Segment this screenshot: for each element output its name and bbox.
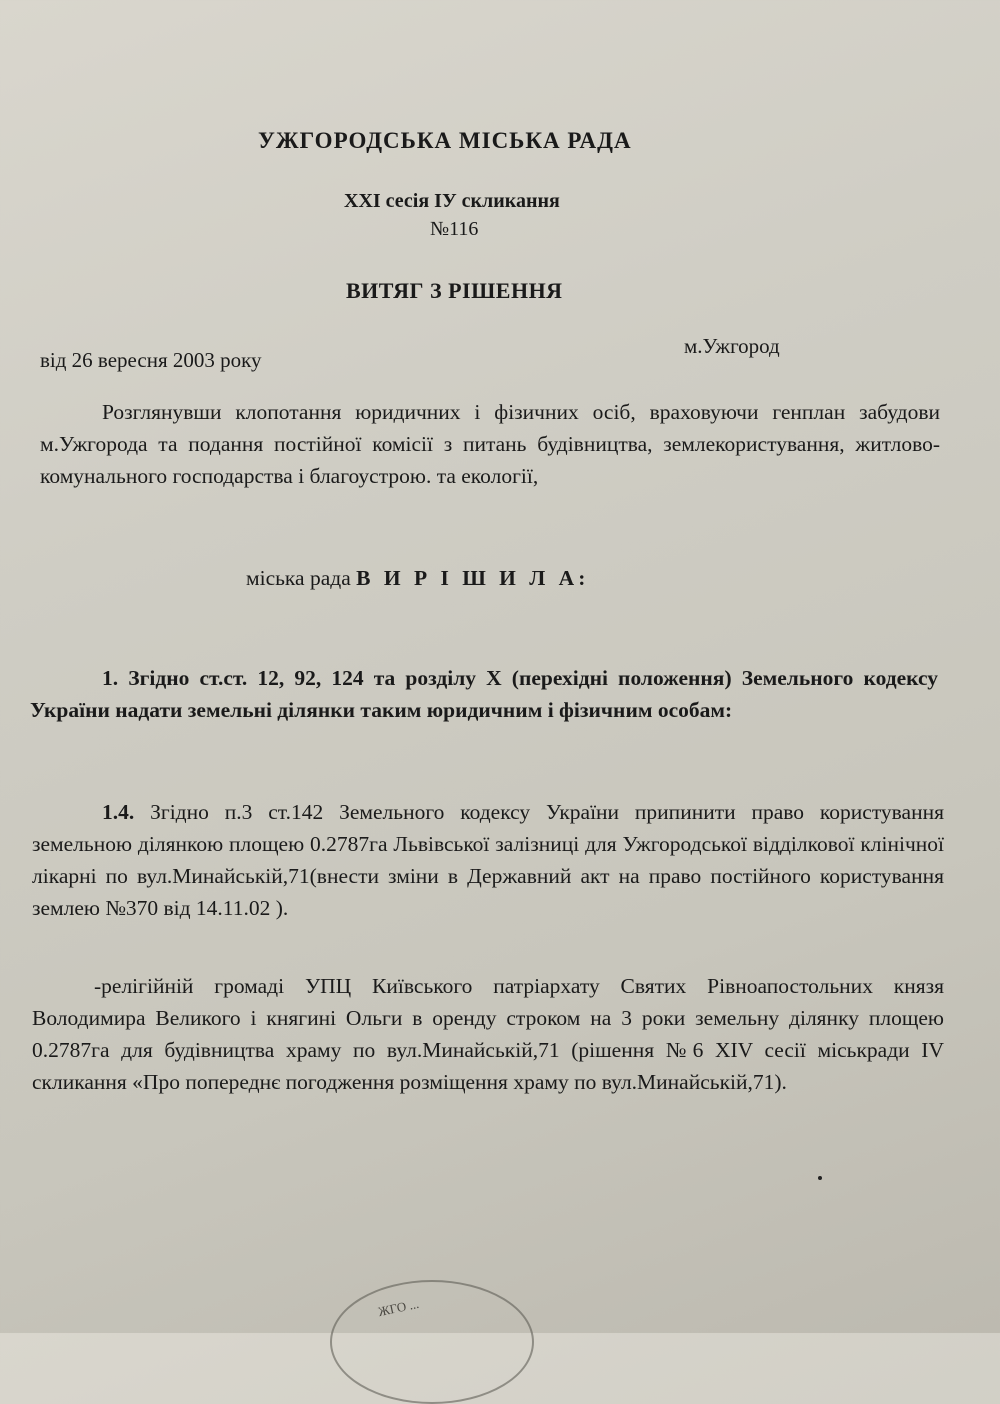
official-stamp <box>330 1280 534 1404</box>
session-line: XXI сесія IУ скликання <box>344 190 560 212</box>
item-1-4-text: Згідно п.3 ст.142 Земельного кодексу України припинити право користування земельною ділянкою площею 0.2787га Львівської залізниці для Ужгородської відділкової клінічної лікарні по вул.Минайській,71(внести зміни в Державний акт на право постійного користування землею №370 від 14.11.02 ). <box>32 800 944 920</box>
stamp-text: ЖГО ... <box>376 1295 421 1320</box>
item-1-paragraph: 1. Згідно ст.ст. 12, 92, 124 та розділу X (перехідні положення) Земельного кодексу України надати земельні ділянки таким юридичним і фізичним особам: <box>30 666 938 722</box>
decision-number: №116 <box>430 218 479 240</box>
decided-word: В И Р І Ш И Л А: <box>356 566 590 590</box>
intro-paragraph: Розглянувши клопотання юридичних і фізичних осіб, враховуючи генплан забудови м.Ужгорода та подання постійної комісії з питань будівництва, землекористування, житлово-комунального господарства і благоустрою. та екології, <box>40 400 940 488</box>
decision-city: м.Ужгород <box>684 334 780 358</box>
decided-line <box>246 566 589 591</box>
decision-date: від 26 вересня 2003 року <box>40 348 262 372</box>
council-title: УЖГОРОДСЬКА МІСЬКА РАДА <box>258 128 632 153</box>
religious-community-paragraph: -релігійній громаді УПЦ Київського патріархату Святих Рівноапостольних князя Володимира Великого і княгині Ольги в оренду строком на 3 роки земельну ділянку площею 0.2787га для будівництва храму по вул.Минайській,71 (рішення №6 XIV сесії міськради IV скликання «Про попереднє погодження розміщення храму по вул.Минайській,71). <box>32 974 944 1094</box>
document-heading: ВИТЯГ З РІШЕННЯ <box>346 278 563 303</box>
ink-dot <box>818 1176 822 1180</box>
item-1-4-number: 1.4. <box>102 800 135 824</box>
decided-prefix: міська рада <box>246 566 357 590</box>
item-1-4-paragraph <box>32 796 944 924</box>
